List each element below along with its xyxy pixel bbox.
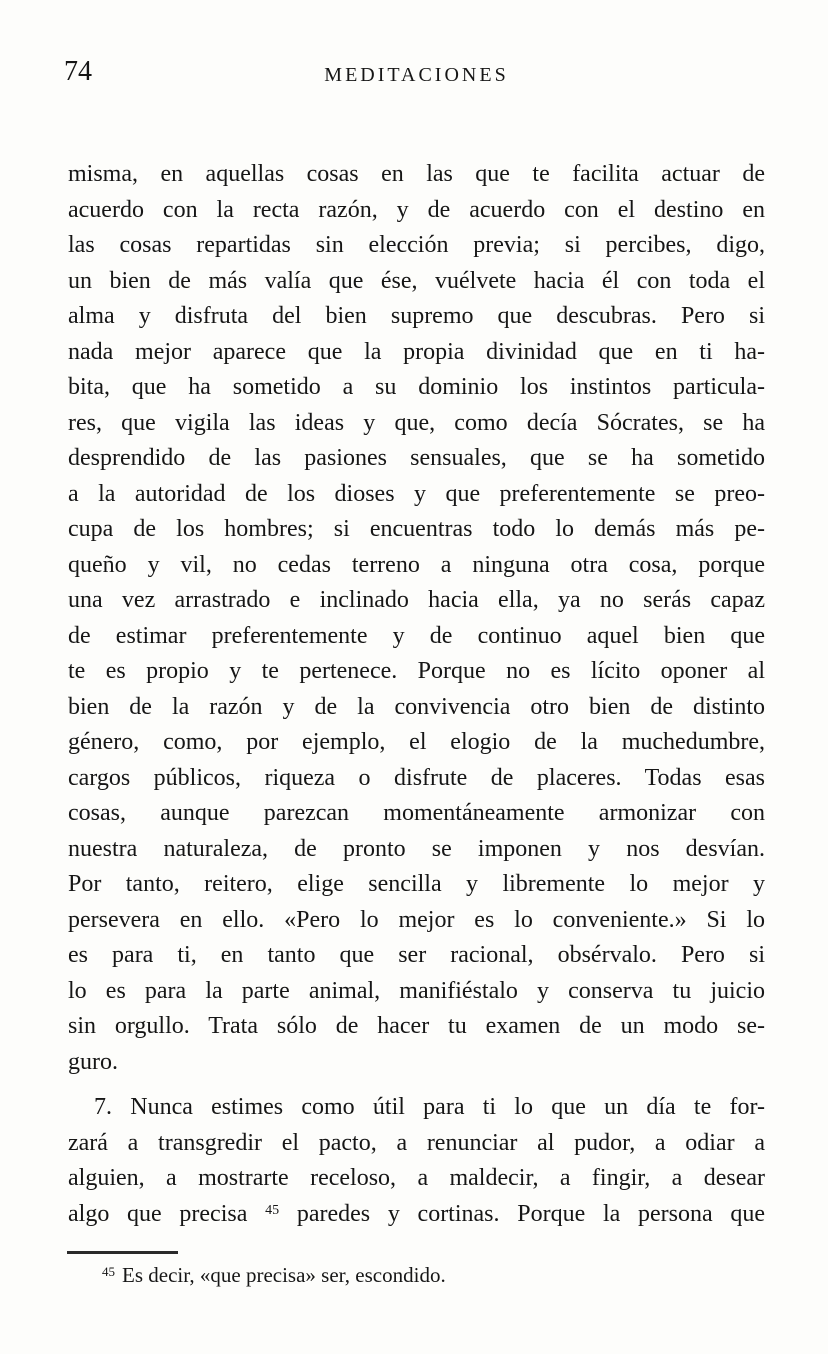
text-line: misma, en aquellas cosas en las que te facilita actuar de [68, 161, 765, 187]
text-line: a la autoridad de los dioses y que preferentemente se preo- [68, 480, 765, 507]
text-line: es para ti, en tanto que ser racional, obsérvalo. Pero si [68, 942, 765, 968]
text-line: guro. [68, 1048, 118, 1075]
page-number: 74 [64, 56, 92, 87]
footnote-reference: 45 [265, 1202, 280, 1218]
text-line: género, como, por ejemplo, el elogio de la muchedumbre, [68, 729, 765, 755]
text-line: alma y disfruta del bien supremo que descubras. Pero si [68, 303, 765, 329]
text-line: alguien, a mostrarte receloso, a maldecir, a fingir, a desear [68, 1165, 765, 1191]
text-line: cargos públicos, riqueza o disfrute de placeres. Todas esas [68, 764, 765, 791]
paragraph [68, 157, 765, 1080]
text-line: te es propio y te pertenece. Porque no es lícito oponer al [68, 658, 765, 684]
footnote-separator-rule [67, 1251, 178, 1254]
text-line: las cosas repartidas sin elección previa; si percibes, digo, [68, 232, 765, 258]
text-line: cupa de los hombres; si encuentras todo lo demás más pe- [68, 516, 765, 542]
paragraph [68, 1090, 765, 1232]
text-line: queño y vil, no cedas terreno a ninguna otra cosa, porque [68, 551, 765, 578]
text-line: 7. Nunca estimes como útil para ti lo que un día te for- [94, 1094, 765, 1120]
text-line: un bien de más valía que ése, vuélvete hacia él con toda el [68, 267, 765, 294]
text-line: una vez arrastrado e inclinado hacia ella, ya no serás capaz [68, 587, 765, 613]
text-line: de estimar preferentemente y de continuo aquel bien que [68, 622, 765, 649]
body-text [68, 157, 765, 1232]
text-line: sin orgullo. Trata sólo de hacer tu examen de un modo se- [68, 1013, 765, 1039]
text-line: acuerdo con la recta razón, y de acuerdo con el destino en [68, 196, 765, 223]
text-line: nada mejor aparece que la propia divinidad que en ti ha- [68, 338, 765, 365]
text-line: algo que precisa $^{45}$ paredes y cortinas. Porque la persona que [68, 1200, 765, 1227]
text-line: Por tanto, reitero, elige sencilla y libremente lo mejor y [68, 871, 765, 897]
running-title: MEDITACIONES [324, 64, 509, 86]
footnote-text: Es decir, «que precisa» ser, escondido. [122, 1263, 446, 1287]
text-line: bien de la razón y de la convivencia otro bien de distinto [68, 693, 765, 720]
footnote-marker: 45 [102, 1264, 115, 1279]
text-line: zará a transgredir el pacto, a renunciar al pudor, a odiar a [68, 1129, 765, 1156]
text-line: persevera en ello. «Pero lo mejor es lo conveniente.» Si lo [68, 906, 765, 933]
text-line: nuestra naturaleza, de pronto se imponen y nos desvían. [68, 835, 765, 862]
text-line: desprendido de las pasiones sensuales, que se ha sometido [68, 445, 765, 471]
text-line: bita, que ha sometido a su dominio los instintos particula- [68, 374, 765, 400]
text-line: lo es para la parte animal, manifiéstalo y conserva tu juicio [68, 977, 765, 1004]
footnote [68, 1261, 765, 1289]
text-line: cosas, aunque parezcan momentáneamente armonizar con [68, 800, 765, 826]
text-line: res, que vigila las ideas y que, como decía Sócrates, se ha [68, 409, 765, 436]
